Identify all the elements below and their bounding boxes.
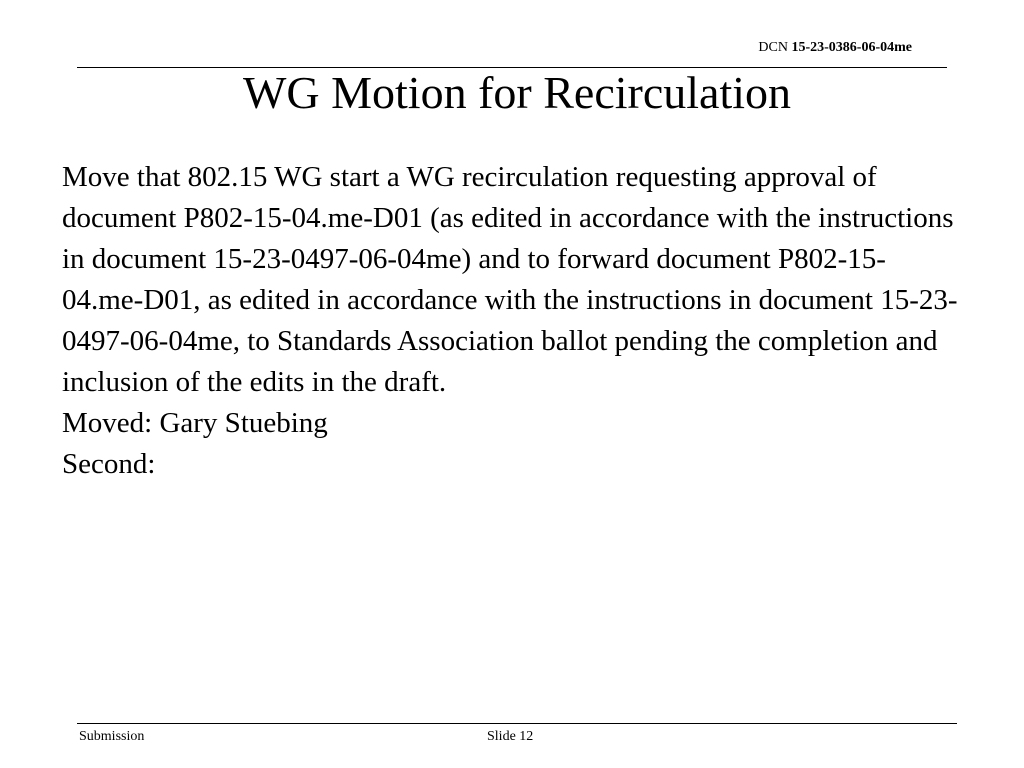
slide-title: WG Motion for Recirculation (242, 67, 792, 118)
dcn-value: 15-23-0386-06-04me (791, 40, 912, 55)
document-control-number (758, 40, 912, 56)
footer-divider (77, 723, 957, 724)
slide-body (62, 157, 962, 485)
footer-submission: Submission (79, 729, 145, 744)
slide-number: Slide 12 (487, 729, 534, 744)
seconded-by: Second: (62, 448, 156, 480)
dcn-label: DCN (758, 40, 788, 55)
motion-text: Move that 802.15 WG start a WG recirculation requesting approval of document P802-15-04.me-D01 (as edited in accordance with the instructions in document 15-23-0497-06-04me) and to forward document P802-15-04.me-D01, as edited in accordance with the instructions in document 15-23-0497-06-04me, to Standards Association ballot pending the completion and inclusion of the edits in the draft. (62, 161, 958, 398)
moved-by: Moved: Gary Stuebing (62, 407, 328, 439)
